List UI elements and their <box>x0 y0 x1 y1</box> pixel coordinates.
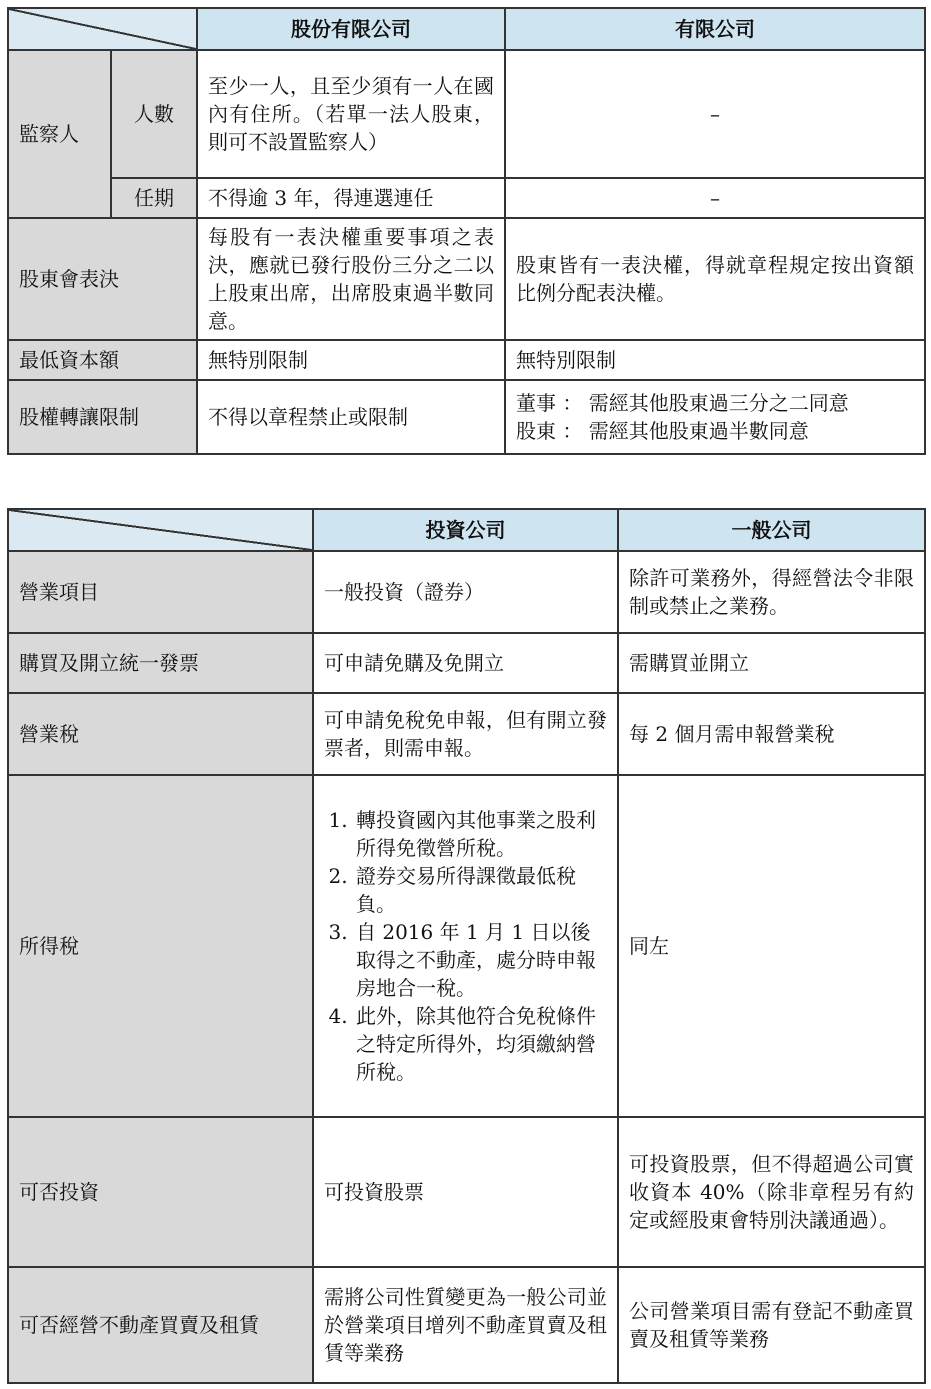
table-row <box>8 178 925 218</box>
row-label-share-transfer: 股權轉讓限制 <box>8 380 197 454</box>
table-row <box>8 693 925 775</box>
cell-invest-can-invest: 可投資股票 <box>313 1117 618 1267</box>
row-label-business-tax: 營業稅 <box>8 693 313 775</box>
cell-invest-real-estate: 需將公司性質變更為一般公司並於營業項目增列不動產買賣及租賃等業務 <box>313 1267 618 1383</box>
table-header-row <box>8 8 925 50</box>
cell-stock-supervisor-term: 不得逾 3 年，得連選連任 <box>197 178 505 218</box>
row-label-min-capital: 最低資本額 <box>8 340 197 380</box>
table-row <box>8 1267 925 1383</box>
investment-company-comparison-table <box>7 508 926 1384</box>
list-item: 4. 此外，除其他符合免稅條件之特定所得外，均須繳納營所稅。 <box>354 1002 607 1086</box>
header-investment-company: 投資公司 <box>313 509 618 551</box>
row-label-business-items: 營業項目 <box>8 551 313 633</box>
corner-cell <box>8 509 313 551</box>
header-limited-company: 有限公司 <box>505 8 925 50</box>
cell-stock-supervisor-count: 至少一人，且至少須有一人在國內有住所。（若單一法人股東，則可不設置監察人） <box>197 50 505 178</box>
table-row <box>8 218 925 340</box>
cell-invest-income-tax <box>313 775 618 1117</box>
row-label-shareholder-vote: 股東會表決 <box>8 218 197 340</box>
cell-general-business-tax: 每 2 個月需申報營業稅 <box>618 693 925 775</box>
row-sublabel-count: 人數 <box>111 50 197 178</box>
cell-invest-invoice: 可申請免購及免開立 <box>313 633 618 693</box>
cell-general-invoice: 需購買並開立 <box>618 633 925 693</box>
row-label-income-tax: 所得稅 <box>8 775 313 1117</box>
list-item: 1. 轉投資國內其他事業之股利所得免徵營所稅。 <box>354 806 607 862</box>
corner-cell <box>8 8 197 50</box>
cell-general-business-items: 除許可業務外，得經營法令非限制或禁止之業務。 <box>618 551 925 633</box>
cell-general-can-invest: 可投資股票，但不得超過公司實收資本 40%（除非章程另有約定或經股東會特別決議通過）。 <box>618 1117 925 1267</box>
cell-stock-shareholder-vote: 每股有一表決權重要事項之表決，應就已發行股份三分之二以上股東出席，出席股東過半數同意。 <box>197 218 505 340</box>
cell-invest-business-items: 一般投資（證券） <box>313 551 618 633</box>
list-item: 3. 自 2016 年 1 月 1 日以後取得之不動產，處分時申報房地合一稅。 <box>354 918 607 1002</box>
table-row <box>8 380 925 454</box>
cell-general-income-tax: 同左 <box>618 775 925 1117</box>
table-header-row <box>8 509 925 551</box>
row-label-can-invest: 可否投資 <box>8 1117 313 1267</box>
cell-limited-supervisor-term: – <box>505 178 925 218</box>
row-label-supervisor: 監察人 <box>8 50 111 218</box>
row-sublabel-term: 任期 <box>111 178 197 218</box>
table-row <box>8 633 925 693</box>
income-tax-list <box>332 806 607 1086</box>
table-row <box>8 1117 925 1267</box>
cell-limited-supervisor-count: – <box>505 50 925 178</box>
cell-limited-share-transfer <box>505 380 925 454</box>
table-row <box>8 551 925 633</box>
cell-limited-min-capital: 無特別限制 <box>505 340 925 380</box>
cell-limited-shareholder-vote: 股東皆有一表決權，得就章程規定按出資額比例分配表決權。 <box>505 218 925 340</box>
share-transfer-line-director: 董事 ： 需經其他股東過三分之二同意 <box>516 391 849 415</box>
company-type-comparison-table <box>7 7 926 455</box>
cell-stock-min-capital: 無特別限制 <box>197 340 505 380</box>
table-row <box>8 340 925 380</box>
table-row <box>8 50 925 178</box>
cell-general-real-estate: 公司營業項目需有登記不動產買賣及租賃等業務 <box>618 1267 925 1383</box>
cell-invest-business-tax: 可申請免稅免申報，但有開立發票者，則需申報。 <box>313 693 618 775</box>
share-transfer-line-shareholder: 股東 ： 需經其他股東過半數同意 <box>516 419 809 443</box>
header-general-company: 一般公司 <box>618 509 925 551</box>
row-label-real-estate: 可否經營不動產買賣及租賃 <box>8 1267 313 1383</box>
cell-stock-share-transfer: 不得以章程禁止或限制 <box>197 380 505 454</box>
list-item: 2. 證券交易所得課徵最低稅負。 <box>354 862 607 918</box>
header-stock-company: 股份有限公司 <box>197 8 505 50</box>
table-row <box>8 775 925 1117</box>
row-label-invoice: 購買及開立統一發票 <box>8 633 313 693</box>
